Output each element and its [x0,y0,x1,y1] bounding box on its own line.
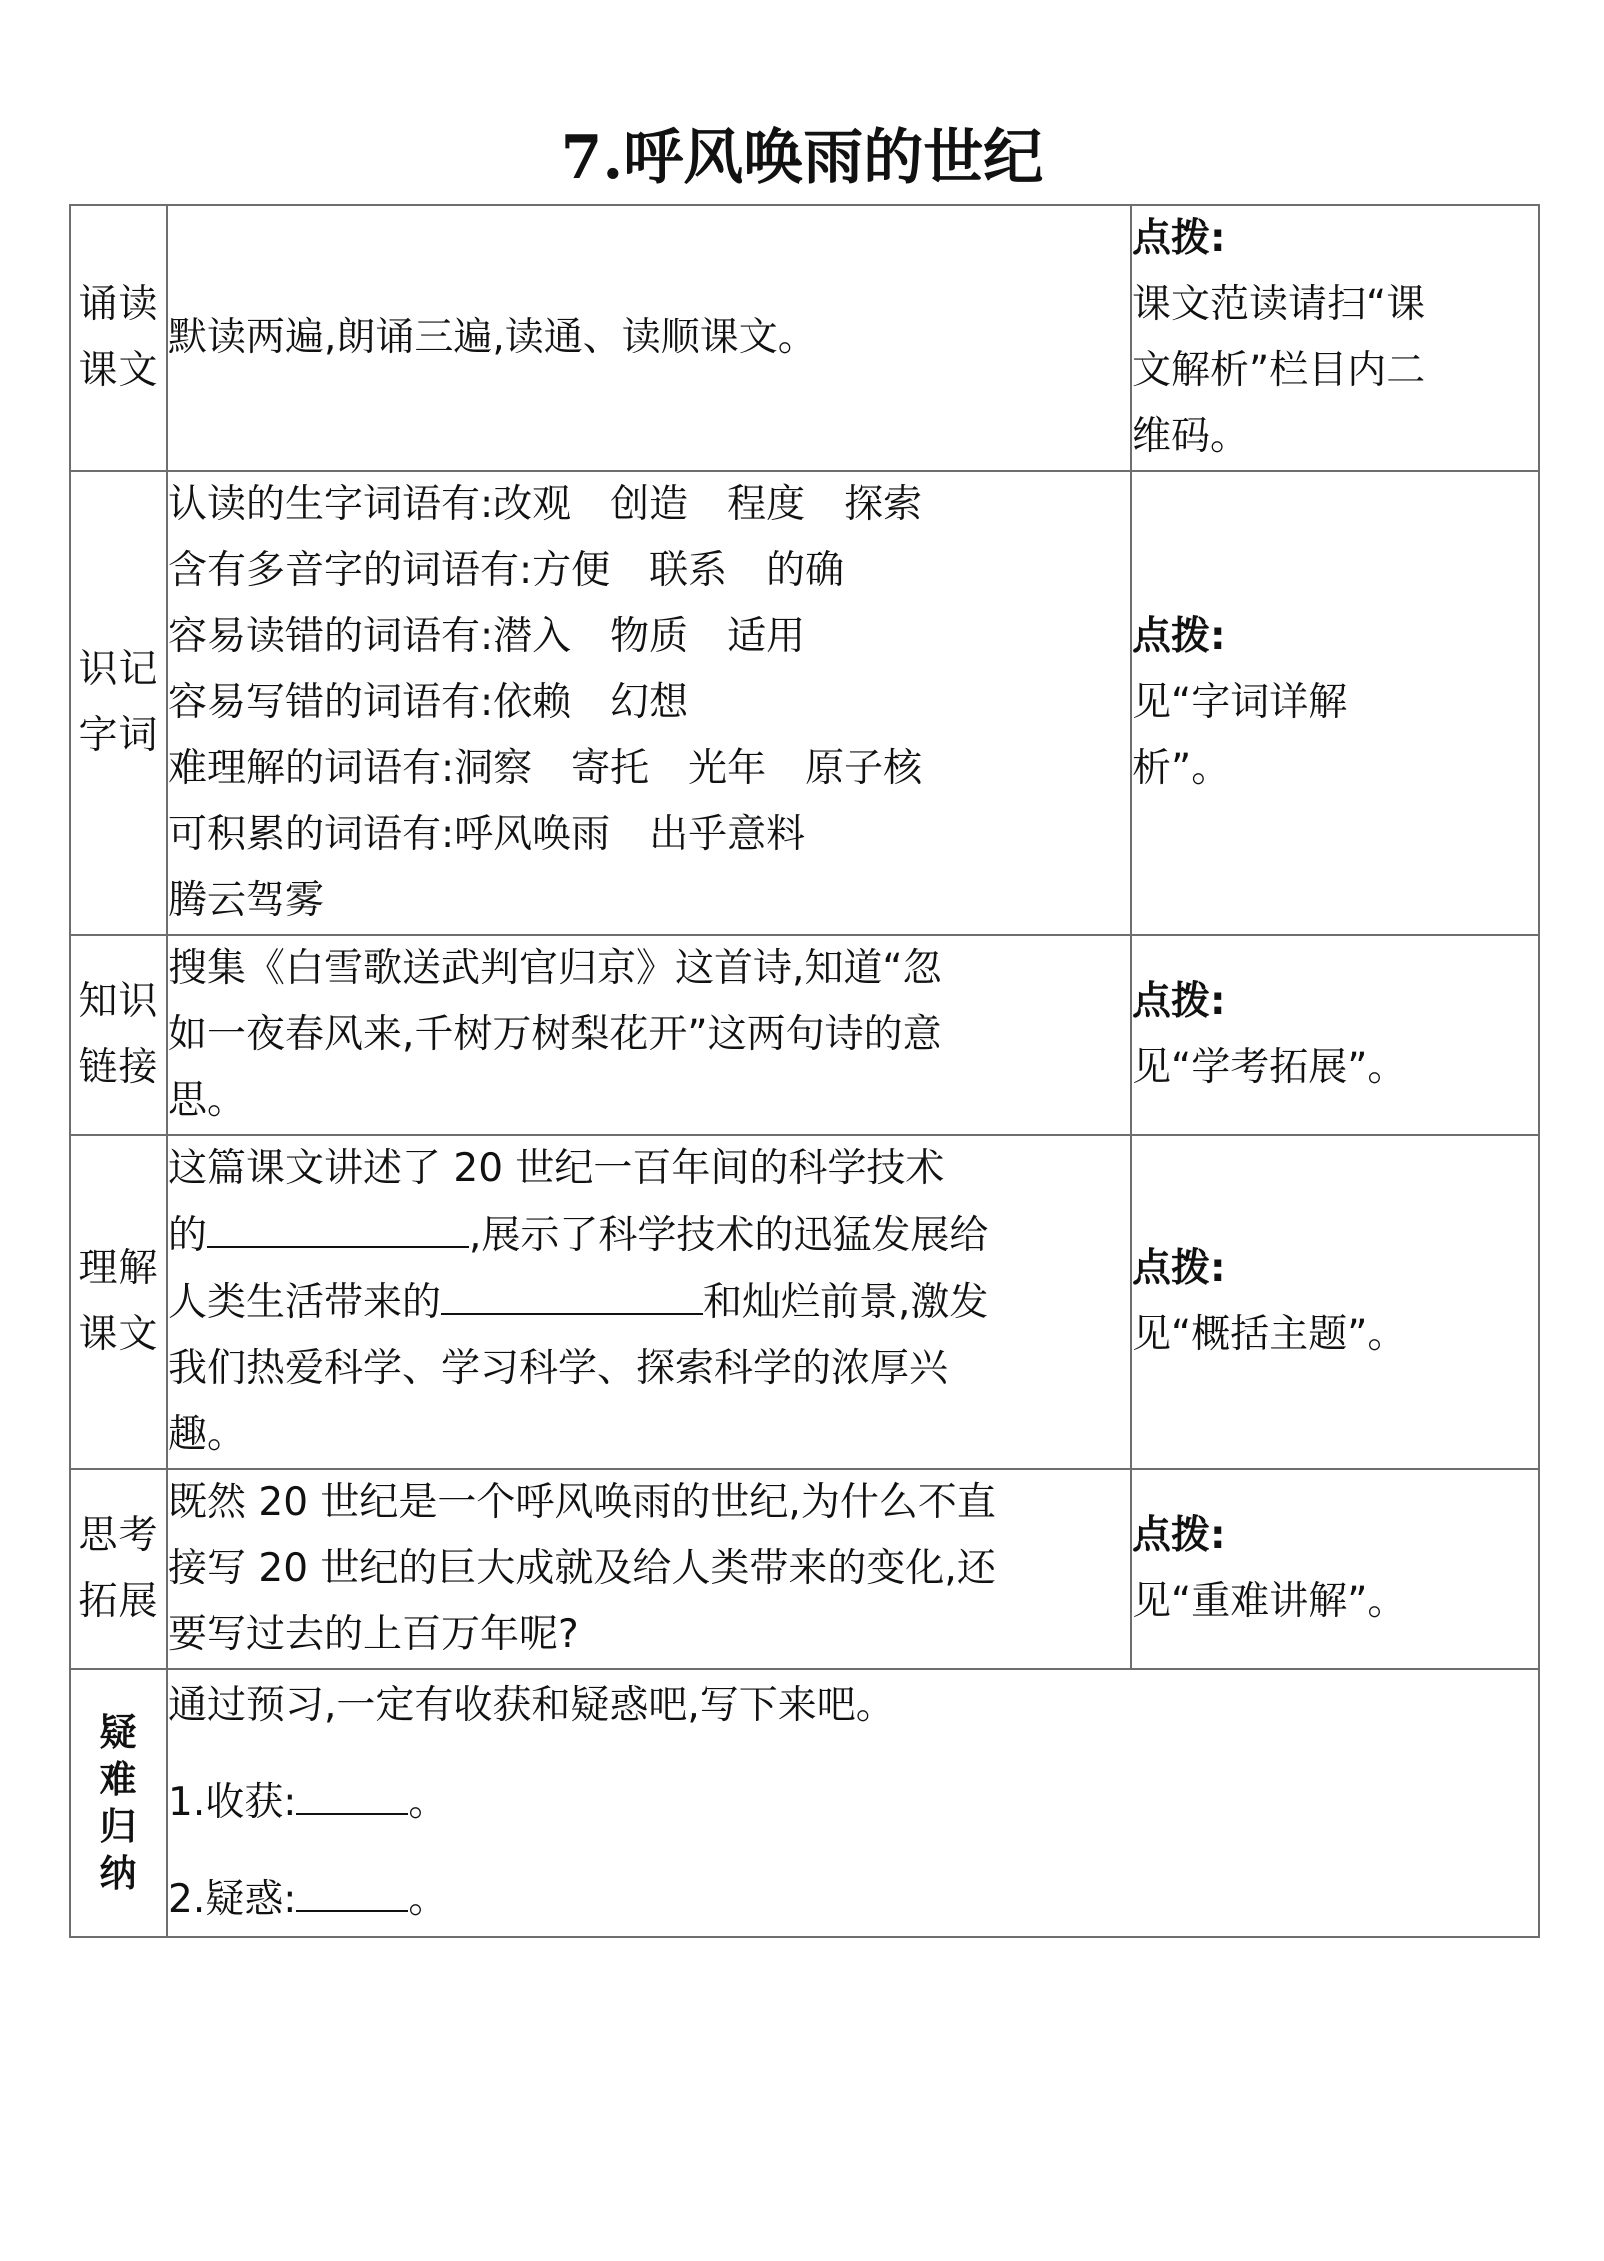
content-line: 这篇课文讲述了 20 世纪一百年间的科学技术 [168,1146,945,1191]
row-label-text: 知识 链接 [78,979,159,1090]
hint-text: 见“概括主题”。 [1132,1312,1407,1357]
row-label-text: 思考 拓展 [78,1513,159,1624]
content-line: 容易写错的词语有:依赖 幻想 [168,680,689,725]
row-content [167,1469,1131,1669]
content-line: 要写过去的上百万年呢? [168,1612,579,1657]
hint-title: 点拨: [1132,1246,1226,1291]
spacer [168,1739,1538,1769]
doubt-blank[interactable] [296,1866,408,1912]
table-row [70,1469,1539,1669]
content-line: 如一夜春风来,千树万树梨花开”这两句诗的意 [168,1012,942,1057]
row-content [167,205,1131,471]
content-line: 含有多音字的词语有:方便 联系 的确 [168,548,845,593]
item-period: 。 [408,1877,448,1922]
hint-cell [1131,935,1539,1135]
table-row [70,205,1539,471]
row-label-text: 识记 字词 [78,647,159,758]
content-fragment: ,展示了科学技术的迅猛发展给 [469,1213,989,1258]
row-content [167,1669,1539,1937]
content-line: 腾云驾雾 [168,878,325,923]
content-line: 搜集《白雪歌送武判官归京》这首诗,知道“忽 [168,946,942,991]
content-line: 接写 20 世纪的巨大成就及给人类带来的变化,还 [168,1546,996,1591]
row-label [70,935,167,1135]
content-fragment: 人类生活带来的 [168,1280,442,1325]
content-line: 通过预习,一定有收获和疑惑吧,写下来吧。 [168,1683,895,1728]
row-label [70,205,167,471]
content-line: 可积累的词语有:呼风唤雨 出乎意料 [168,812,806,857]
row-content [167,471,1131,935]
content-line: 我们热爱科学、学习科学、探索科学的浓厚兴 [168,1346,949,1391]
item-period: 。 [408,1780,448,1825]
content-line [168,1202,1130,1269]
table-row [70,471,1539,935]
spacer [168,1836,1538,1866]
hint-title: 点拨: [1132,614,1226,659]
row-label [70,471,167,935]
hint-cell [1131,1469,1539,1669]
content-line: 趣。 [168,1412,247,1457]
content-line: 难理解的词语有:洞察 寄托 光年 原子核 [168,746,923,791]
content-line: 默读两遍,朗诵三遍,读通、读顺课文。 [168,315,817,360]
fill-blank-1[interactable] [207,1202,469,1248]
page-title: 7.呼风唤雨的世纪 [560,123,1044,193]
hint-text: 见“重难讲解”。 [1132,1579,1407,1624]
content-line [168,1866,1538,1933]
hint-cell [1131,471,1539,935]
row-content [167,935,1131,1135]
table-row [70,935,1539,1135]
fill-blank-2[interactable] [441,1269,703,1315]
row-label-text: 理解 课文 [78,1246,159,1357]
hint-title: 点拨: [1132,1513,1226,1558]
content-line [168,1769,1538,1836]
content-line: 容易读错的词语有:潜入 物质 适用 [168,614,806,659]
content-line: 认读的生字词语有:改观 创造 程度 探索 [168,482,923,527]
row-label [70,1469,167,1669]
preview-table [69,204,1540,1938]
row-label-text: 疑 难 归 纳 [99,1711,138,1895]
content-fragment: 的 [168,1213,208,1258]
content-line: 既然 20 世纪是一个呼风唤雨的世纪,为什么不直 [168,1480,996,1525]
hint-cell [1131,1135,1539,1469]
hint-text: 课文范读请扫“课 文解析”栏目内二 维码。 [1132,282,1426,459]
row-label [70,1135,167,1469]
harvest-blank[interactable] [296,1769,408,1815]
hint-text: 见“字词详解 析”。 [1132,680,1348,791]
content-line: 思。 [168,1078,247,1123]
row-label [70,1669,167,1937]
item-prefix: 2.疑惑: [168,1877,297,1922]
row-label-text: 诵读 课文 [78,282,159,393]
hint-title: 点拨: [1132,979,1226,1024]
table-row [70,1135,1539,1469]
hint-title: 点拨: [1132,216,1226,261]
content-fragment: 和灿烂前景,激发 [703,1280,989,1325]
hint-cell [1131,205,1539,471]
row-content [167,1135,1131,1469]
content-line [168,1269,1130,1336]
hint-text: 见“学考拓展”。 [1132,1045,1407,1090]
item-prefix: 1.收获: [168,1780,297,1825]
table-row [70,1669,1539,1937]
